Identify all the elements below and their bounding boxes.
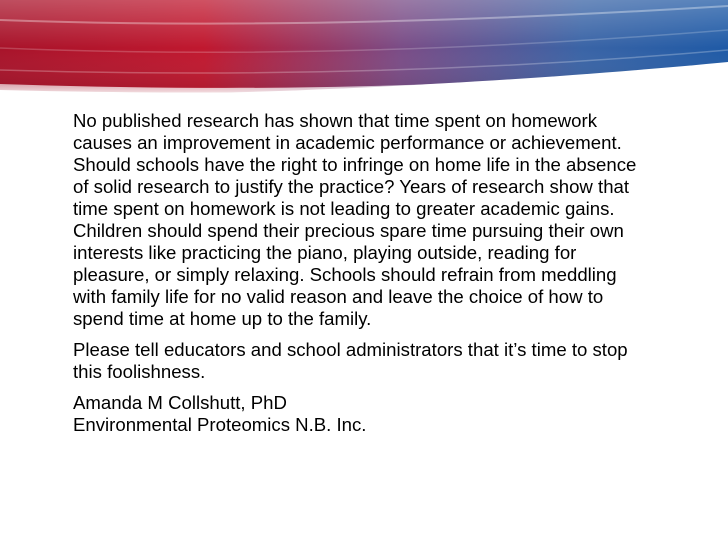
signature-organization: Environmental Proteomics N.B. Inc. xyxy=(73,414,367,435)
header-banner xyxy=(0,0,728,98)
body-text xyxy=(73,110,653,445)
banner-graphic xyxy=(0,0,728,98)
paragraph-homework-research: No published research has shown that time spent on homework causes an improvement in academic performance or achievement. Should schools have the right to infringe on home life in the absence of solid research to justify the practice? Years of research show that time spent on homework is not leading to greater academic gains. Children should spend their precious spare time pursuing their own interests like practicing the piano, playing outside, reading for pleasure, or simply relaxing. Schools should refrain from meddling with family life for no valid reason and leave the choice of how to spend time at home up to the family. xyxy=(73,110,637,329)
paragraph-appeal: Please tell educators and school administrators that it’s time to stop this foolishness. xyxy=(73,339,628,382)
signature-name: Amanda M Collshutt, PhD xyxy=(73,392,287,413)
signature-block xyxy=(73,392,653,436)
